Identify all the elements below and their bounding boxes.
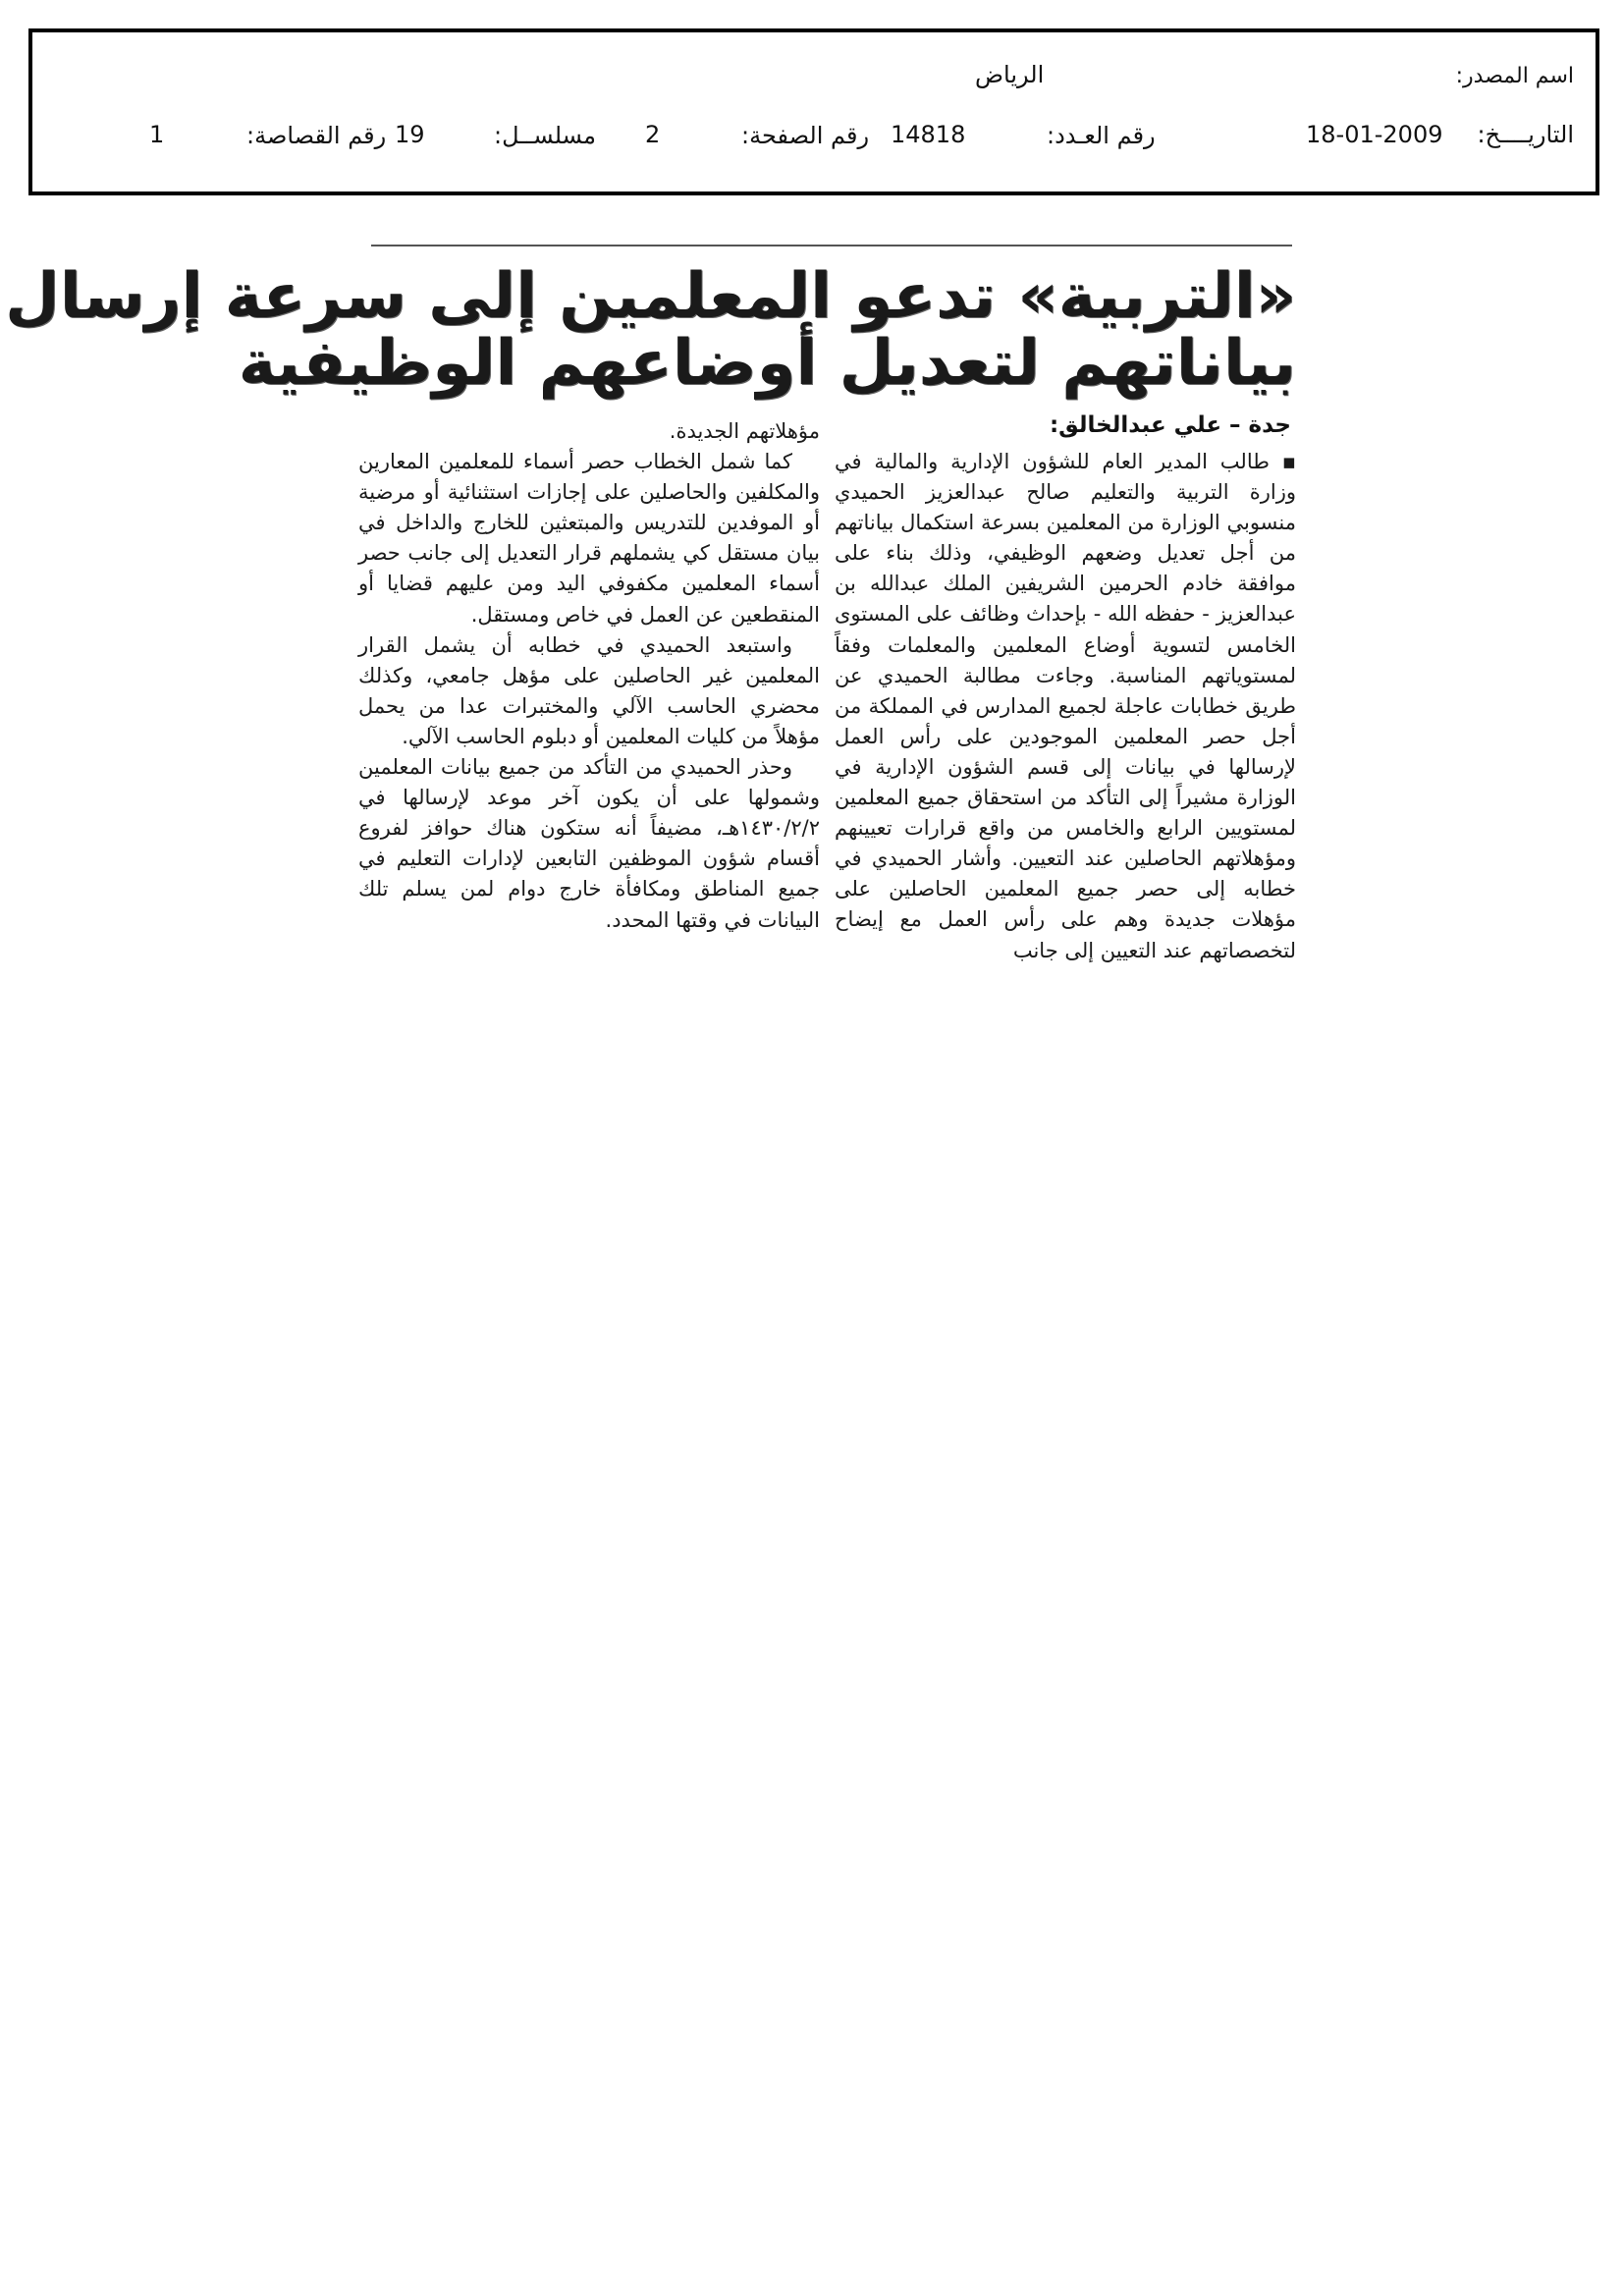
column-left-para-3: واستبعد الحميدي في خطابه أن يشمل القرار المعلمين غير الحاصلين على مؤهل جامعي، وكذلك محضري الحاسب الآلي والمختبرات عدا من يحمل مؤهلاً من كليات المعلمين أو دبلوم الحاسب الآلي. [358,632,820,748]
headline-rule [371,245,1292,246]
article-column-left [358,416,820,936]
headline-line-2: بياناتهم لتعديل أوضاعهم الوظيفية [238,327,1296,400]
clip-label: رقم القصاصة: [246,122,387,149]
date-label: التاريــــخ: [1477,121,1574,148]
column-right-text: ▪ طالب المدير العام للشؤون الإدارية والمالية في وزارة التربية والتعليم صالح عبدالعزيز الحميدي منسوبي الوزارة من المعلمين بسرعة استكمال بياناتهم من أجل تعديل وضعهم الوظيفي، وذلك بناء على موافقة خادم الحرمين الشريفين الملك عبدالله بن عبدالعزيز - حفظه الله - بإحداث وظائف على المستوى الخامس لتسوية أوضاع المعلمين والمعلمات وفقاً لمستوياتهم المناسبة. وجاءت مطالبة الحميدي عن طريق خطابات عاجلة لجميع المدارس في المملكة من أجل حصر المعلمين الموجودين على رأس العمل لإرسالها في بيانات إلى قسم الشؤون الإدارية في الوزارة مشيراً إلى التأكد من استحقاق جميع المعلمين لمستويين الرابع والخامس من واقع قرارات تعيينهم ومؤهلاتهم الحاصلين عند التعيين. وأشار الحميدي في خطابه إلى حصر جميع المعلمين الحاصلين على مؤهلات جديدة وهم على رأس العمل مع إيضاح لتخصصاتهم عند التعيين إلى جانب [835,450,1296,962]
column-left-para-2: كما شمل الخطاب حصر أسماء للمعلمين المعارين والمكلفين والحاصلين على إجازات استثنائية أو مرضية أو الموفدين للتدريس والمبتعثين للخارج والداخل في بيان مستقل كي يشملهم قرار التعديل إلى جانب حصر أسماء المعلمين مكفوفي اليد ومن عليهم قضايا أو المنقطعين عن العمل في خاص ومستقل. [358,450,820,627]
issue-label: رقم العـدد: [1047,122,1156,149]
clipping-header-box [28,28,1599,195]
issue-value: 14818 [891,121,966,148]
serial-value: 19 [395,121,425,148]
serial-label: مسلســل: [494,122,596,149]
source-value: الرياض [975,61,1045,88]
clip-value: 1 [149,121,165,148]
page-value: 2 [645,121,661,148]
source-label: اسم المصدر: [1455,64,1574,88]
article-column-right [835,447,1296,966]
headline-line-1: «التربية» تدعو المعلمين إلى سرعة إرسال [5,260,1296,333]
article-byline: جدة – علي عبدالخالق: [1049,412,1291,438]
column-left-para-4: وحذر الحميدي من التأكد من جميع بيانات المعلمين وشمولها على أن يكون آخر موعد لإرسالها في ١٤٣٠/٢/٢هـ، مضيفاً أنه ستكون هناك حوافز لفروع أقسام شؤون الموظفين التابعين لإدارات التعليم في جميع المناطق ومكافأة خارج دوام لمن يسلم تلك البيانات في وقتها المحدد. [358,755,820,932]
date-value: 18-01-2009 [1306,121,1443,148]
page-label: رقم الصفحة: [741,122,870,149]
column-left-para-1: مؤهلاتهم الجديدة. [669,419,820,443]
